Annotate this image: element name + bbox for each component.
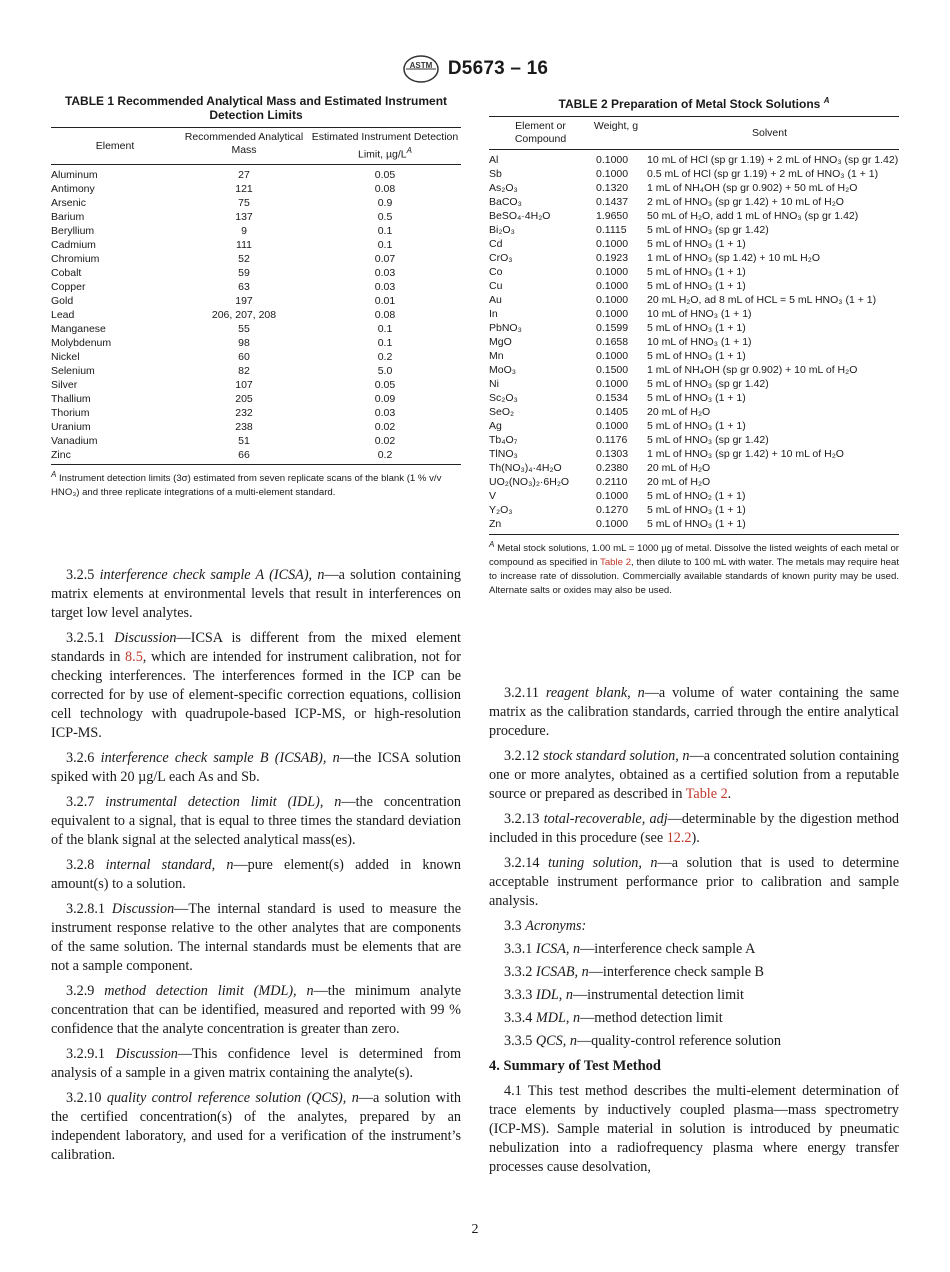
table-cell: 0.1000 xyxy=(596,490,629,502)
table-cell: 0.1000 xyxy=(596,518,629,530)
table-cell: SeO₂ xyxy=(489,406,515,418)
table-row xyxy=(51,224,461,238)
table-row xyxy=(489,433,899,447)
table-cell: 0.03 xyxy=(374,280,396,293)
table-cell: 0.02 xyxy=(374,434,396,447)
table-cell: 27 xyxy=(238,168,250,181)
table-cell: 0.5 xyxy=(377,210,393,223)
col-header-element: Element xyxy=(95,139,135,152)
table-cell: 1 mL of HNO₃ (sp 1.42) + 10 mL H₂O xyxy=(647,252,821,264)
table-2-title: TABLE 2 Preparation of Metal Stock Solutions $^A$ xyxy=(558,96,830,111)
para-3-2-5: 3.2.5 interference check sample A (ICSA), n—a solution containing matrix elements at environmental levels that result in interferences on target low level analytes. xyxy=(51,567,461,621)
table-cell: UO₂(NO₃)₂·6H₂O xyxy=(489,476,570,488)
table-cell: PbNO₃ xyxy=(489,322,522,334)
table-cell: 0.2 xyxy=(377,350,393,363)
table-row xyxy=(489,377,899,391)
table-cell: Co xyxy=(489,266,503,278)
table-cell: 1.9650 xyxy=(596,210,629,222)
table-cell: 0.1000 xyxy=(596,168,629,180)
table-cell: 0.1000 xyxy=(596,294,629,306)
table-cell: MgO xyxy=(489,336,512,348)
table-row xyxy=(489,489,899,503)
table-row xyxy=(51,322,461,336)
table-cell: 5 mL of HNO₂ (1 + 1) xyxy=(647,490,746,502)
para-3-2-8-1: 3.2.8.1 Discussion—The internal standard is used to measure the instrument response relative to the other analytes that are components of the same solution. The internal standards must be elements that are not a sample component. xyxy=(51,901,461,974)
col-header-compound: Element or Compound xyxy=(514,120,567,145)
table-1-header xyxy=(51,128,461,164)
astm-logo-icon xyxy=(402,54,440,84)
table-cell: 0.1000 xyxy=(596,308,629,320)
table-row xyxy=(51,280,461,294)
table-row xyxy=(51,420,461,434)
table-cell: 0.02 xyxy=(374,420,396,433)
left-column xyxy=(51,566,461,1171)
para-3-2-14: 3.2.14 tuning solution, n—a solution that is used to determine acceptable instrument performance prior to calibration and sample analysis. xyxy=(489,855,899,909)
table-cell: 137 xyxy=(235,210,253,223)
table-cell: 5 mL of HNO₃ (sp gr 1.42) xyxy=(647,434,769,446)
table-cell: 51 xyxy=(238,434,250,447)
table-cell: 0.2 xyxy=(377,448,393,461)
table-1-footnote: $^A$ Instrument detection limits (3σ) estimated from seven replicate scans of the blank (1 % v/v HNO₃) and three replicate integrations of a multi-element standard. xyxy=(51,469,442,498)
table-cell: 121 xyxy=(235,182,253,195)
table-cell: Manganese xyxy=(51,322,106,335)
table-cell: 0.1000 xyxy=(596,378,629,390)
table-cell: Chromium xyxy=(51,252,100,265)
table-cell: CrO₃ xyxy=(489,252,513,264)
table-cell: 238 xyxy=(235,420,253,433)
table-cell: Molybdenum xyxy=(51,336,112,349)
table-2-ref-link[interactable]: Table 2 xyxy=(685,786,728,802)
table-cell: 5 mL of HNO₃ (1 + 1) xyxy=(647,238,746,250)
table-cell: 5 mL of HNO₃ (sp gr 1.42) xyxy=(647,378,769,390)
table-cell: 0.2380 xyxy=(596,462,629,474)
col-header-solvent: Solvent xyxy=(751,126,788,139)
table-row xyxy=(51,252,461,266)
acronym-list xyxy=(489,940,899,1051)
table-cell: 98 xyxy=(238,336,250,349)
table-row xyxy=(51,238,461,252)
table-row xyxy=(489,195,899,209)
table-cell: 5.0 xyxy=(377,364,393,377)
table-cell: Ni xyxy=(489,378,499,390)
acronym-item: 3.3.1 ICSA, n—interference check sample A xyxy=(504,941,756,957)
para-3-2-7: 3.2.7 instrumental detection limit (IDL), n—the concentration equivalent to a signal, that is equal to three times the standard deviation of the blank signal at the selected analytical mass(es). xyxy=(51,794,461,848)
table-cell: 0.1000 xyxy=(596,350,629,362)
table-cell: Silver xyxy=(51,378,78,391)
table-cell: Cadmium xyxy=(51,238,96,251)
table-cell: 0.1437 xyxy=(596,196,629,208)
table-cell: Zinc xyxy=(51,448,71,461)
table-row xyxy=(489,335,899,349)
table-row xyxy=(489,279,899,293)
table-cell: 0.1658 xyxy=(596,336,629,348)
table-cell: 5 mL of HNO₃ (1 + 1) xyxy=(647,322,746,334)
table-row xyxy=(51,168,461,182)
page-number: 2 xyxy=(471,1222,479,1237)
table-cell: 0.03 xyxy=(374,406,396,419)
table-row xyxy=(489,391,899,405)
table-1-body xyxy=(51,165,461,464)
table-cell: 0.03 xyxy=(374,266,396,279)
table-cell: Antimony xyxy=(51,182,95,195)
table-cell: 0.01 xyxy=(374,294,396,307)
table-cell: Cu xyxy=(489,280,503,292)
table-cell: Thallium xyxy=(51,392,91,405)
table-cell: 107 xyxy=(235,378,253,391)
para-3-2-5-1: 3.2.5.1 Discussion—ICSA is different from the mixed element standards in 8.5, which are intended for instrument calibration, not for checking interferences. The interferences formed in the ICP can be corrected for by use of element-specific correction equations, collision cell technology with quadrupole-based ICP-MS, or high-resolution ICP-MS. xyxy=(51,630,461,741)
table-row xyxy=(489,349,899,363)
table-row xyxy=(51,196,461,210)
table-row xyxy=(489,293,899,307)
table-cell: 5 mL of HNO₃ (1 + 1) xyxy=(647,280,746,292)
table-row xyxy=(489,167,899,181)
col-header-weight: Weight, g xyxy=(593,120,639,132)
table-2-header xyxy=(489,117,899,149)
table-row xyxy=(489,419,899,433)
table-2-footnote: $^A$ Metal stock solutions, 1.00 mL = 1000 µg of metal. Dissolve the listed weights of each metal or compound as specified in Table 2, then dilute to 100 mL with water. The metals may require heat to increase rate of dissolution. Commercially available standards of known purity may be used. Alternate salts or oxides may also be used. xyxy=(489,540,900,597)
table-cell: 20 mL of H₂O xyxy=(647,462,711,474)
table-cell: Zn xyxy=(489,518,502,530)
table-cell: 0.05 xyxy=(374,168,396,181)
table-cell: 10 mL of HCl (sp gr 1.19) + 2 mL of HNO₃ (sp gr 1.42) xyxy=(647,154,899,166)
table-cell: 0.5 mL of HCl (sp gr 1.19) + 2 mL of HNO₃ (1 + 1) xyxy=(647,168,879,180)
table-cell: Th(NO₃)₄·4H₂O xyxy=(489,462,562,474)
table-row xyxy=(51,350,461,364)
table-row xyxy=(489,237,899,251)
table-row xyxy=(51,378,461,392)
table-cell: 0.1320 xyxy=(596,182,629,194)
table-cell: 0.1270 xyxy=(596,504,629,516)
para-3-2-10: 3.2.10 quality control reference solution (QCS), n—a solution with the certified concentration(s) of the analytes, prepared by an independent laboratory, and used for a verification of the instrument’s calibration. xyxy=(51,1090,462,1163)
table-cell: 10 mL of HNO₃ (1 + 1) xyxy=(647,308,752,320)
col-header-mass: Recommended Analytical Mass xyxy=(184,131,304,156)
table-cell: 206, 207, 208 xyxy=(211,308,277,321)
para-4-1: 4.1 This test method describes the multi-element determination of trace elements by inductively coupled plasma—mass spectrometry (ICP-MS). Sample material in solution is introduced by pneumatic nebulization into a radiofrequency plasma where energy transfer processes cause desolvation, xyxy=(489,1083,900,1175)
para-3-2-8: 3.2.8 internal standard, n—pure element(s) added in known amount(s) to a solution. xyxy=(51,857,461,892)
table-cell: 0.1500 xyxy=(596,364,629,376)
table-cell: 59 xyxy=(238,266,250,279)
table-cell: 60 xyxy=(238,350,250,363)
table-cell: Sc₂O₃ xyxy=(489,392,518,404)
table-cell: Thorium xyxy=(51,406,90,419)
table-cell: 0.1000 xyxy=(596,420,629,432)
table-row xyxy=(51,336,461,350)
table-row xyxy=(489,405,899,419)
table-cell: Aluminum xyxy=(51,168,98,181)
table-cell: 10 mL of HNO₃ (1 + 1) xyxy=(647,336,752,348)
table-cell: 1 mL of NH₄OH (sp gr 0.902) + 50 mL of H₂O xyxy=(647,182,858,194)
col-header-idl: Estimated Instrument Detection Limit, $\mu g/L^A$ xyxy=(311,131,459,161)
table-cell: 50 mL of H₂O, add 1 mL of HNO₃ (sp gr 1.42) xyxy=(647,210,859,222)
table-cell: 0.1405 xyxy=(596,406,629,418)
table-cell: 0.2110 xyxy=(596,476,628,488)
table-cell: Beryllium xyxy=(51,224,95,237)
table-cell: 9 xyxy=(241,224,247,237)
table-cell: Lead xyxy=(51,308,75,321)
table-row xyxy=(489,363,899,377)
table-cell: 5 mL of HNO₃ (1 + 1) xyxy=(647,392,746,404)
table-cell: Arsenic xyxy=(51,196,87,209)
table-cell: In xyxy=(489,308,498,320)
table-cell: 0.9 xyxy=(377,196,393,209)
table-cell: 55 xyxy=(238,322,250,335)
table-cell: 63 xyxy=(238,280,250,293)
table-2 xyxy=(489,94,899,598)
table-row xyxy=(489,321,899,335)
table-cell: Mn xyxy=(489,350,504,362)
table-cell: Copper xyxy=(51,280,86,293)
table-row xyxy=(489,517,899,531)
table-cell: Gold xyxy=(51,294,74,307)
table-cell: 1 mL of HNO₃ (sp gr 1.42) + 10 mL of H₂O xyxy=(647,448,844,460)
table-cell: 5 mL of HNO₃ (1 + 1) xyxy=(647,518,746,530)
table-row xyxy=(489,503,899,517)
table-cell: 0.1 xyxy=(377,336,393,349)
table-cell: 0.1000 xyxy=(596,266,629,278)
table-row xyxy=(489,251,899,265)
table-cell: 111 xyxy=(236,238,252,251)
table-row xyxy=(51,364,461,378)
table-cell: Cobalt xyxy=(51,266,82,279)
table-cell: Tb₄O₇ xyxy=(489,434,518,446)
acronym-item: 3.3.2 ICSAB, n—interference check sample B xyxy=(504,964,765,980)
table-1 xyxy=(51,94,461,500)
table-row xyxy=(489,265,899,279)
table-cell: 0.05 xyxy=(374,378,396,391)
table-cell: 82 xyxy=(238,364,250,377)
table-cell: 0.1923 xyxy=(596,252,629,264)
table-cell: 20 mL of H₂O xyxy=(647,406,711,418)
table-row xyxy=(51,210,461,224)
acronym-item: 3.3.3 IDL, n—instrumental detection limit xyxy=(504,987,744,1003)
table-cell: 5 mL of HNO₃ (1 + 1) xyxy=(647,266,746,278)
section-4-heading: 4. Summary of Test Method xyxy=(489,1058,661,1074)
table-row xyxy=(51,294,461,308)
table-1-title: TABLE 1 Recommended Analytical Mass and Estimated Instrument Detection Limits xyxy=(64,94,448,122)
table-cell: 0.08 xyxy=(374,182,396,195)
table-row xyxy=(51,392,461,406)
table-cell: 0.1000 xyxy=(596,238,629,250)
table-cell: 197 xyxy=(235,294,253,307)
para-3-2-9-1: 3.2.9.1 Discussion—This confidence level is determined from analysis of a sample in a given matrix containing the analyte(s). xyxy=(51,1046,461,1081)
table-cell: Nickel xyxy=(51,350,80,363)
table-cell: Au xyxy=(489,294,502,306)
para-3-2-13: 3.2.13 total-recoverable, adj—determinable by the digestion method included in this procedure (see 12.2). xyxy=(489,811,900,846)
table-cell: 5 mL of HNO₃ (1 + 1) xyxy=(647,350,746,362)
table-cell: 52 xyxy=(238,252,250,265)
table-cell: Uranium xyxy=(51,420,91,433)
table-cell: 205 xyxy=(235,392,253,405)
table-cell: 0.1000 xyxy=(596,280,629,292)
table-row xyxy=(489,307,899,321)
table-row xyxy=(51,182,461,196)
acronym-item: 3.3.4 MDL, n—method detection limit xyxy=(504,1010,723,1026)
table-cell: 0.07 xyxy=(374,252,396,265)
table-cell: 5 mL of HNO₃ (1 + 1) xyxy=(647,504,746,516)
table-cell: 0.1 xyxy=(377,238,393,251)
table-cell: Al xyxy=(489,154,499,166)
table-cell: V xyxy=(489,490,497,502)
table-cell: Selenium xyxy=(51,364,95,377)
para-3-2-11: 3.2.11 reagent blank, n—a volume of water containing the same matrix as the calibration standards, carried through the entire analytical procedure. xyxy=(489,685,899,739)
para-3-2-6: 3.2.6 interference check sample B (ICSAB), n—the ICSA solution spiked with 20 µg/L each As and Sb. xyxy=(51,750,461,785)
table-cell: 232 xyxy=(235,406,253,419)
table-row xyxy=(51,308,461,322)
table-row xyxy=(489,447,899,461)
table-cell: 5 mL of HNO₃ (1 + 1) xyxy=(647,420,746,432)
section-12-2-link[interactable]: 12.2 xyxy=(666,830,692,846)
table-row xyxy=(51,448,461,462)
table-cell: Y₂O₃ xyxy=(489,504,513,516)
table-cell: As₂O₃ xyxy=(489,182,518,194)
table-cell: 0.1303 xyxy=(596,448,629,460)
section-8-5-link[interactable]: 8.5 xyxy=(125,649,143,665)
table-cell: Sb xyxy=(489,168,502,180)
table-cell: 0.1 xyxy=(377,224,393,237)
table-cell: 0.1000 xyxy=(596,154,629,166)
table-cell: TlNO₃ xyxy=(489,448,518,460)
table-cell: 0.1115 xyxy=(596,224,627,236)
table-row xyxy=(51,434,461,448)
table-cell: BeSO₄·4H₂O xyxy=(489,210,551,222)
para-3-3: 3.3 Acronyms: xyxy=(504,918,587,934)
table-cell: 20 mL of H₂O xyxy=(647,476,711,488)
para-3-2-9: 3.2.9 method detection limit (MDL), n—the minimum analyte concentration that can be identified, measured and reported with 99 % confidence that the analyte concentration is greater than zero. xyxy=(51,983,461,1037)
table-row xyxy=(51,406,461,420)
table-2-link[interactable]: Table 2 xyxy=(600,557,632,569)
acronym-item: 3.3.5 QCS, n—quality-control reference solution xyxy=(504,1033,781,1049)
table-row xyxy=(489,209,899,223)
table-row xyxy=(51,266,461,280)
table-cell: 2 mL of HNO₃ (sp gr 1.42) + 10 mL of H₂O xyxy=(647,196,844,208)
right-column xyxy=(489,684,899,1183)
table-cell: 1 mL of NH₄OH (sp gr 0.902) + 10 mL of H₂O xyxy=(647,364,858,376)
table-cell: Vanadium xyxy=(51,434,98,447)
table-row xyxy=(489,181,899,195)
table-cell: 20 mL H₂O, ad 8 mL of HCL = 5 mL HNO₃ (1 + 1) xyxy=(647,294,877,306)
table-cell: 66 xyxy=(238,448,250,461)
table-row xyxy=(489,153,899,167)
table-cell: 0.1534 xyxy=(596,392,629,404)
table-cell: 0.1 xyxy=(377,322,393,335)
table-cell: Ag xyxy=(489,420,502,432)
table-cell: BaCO₃ xyxy=(489,196,522,208)
table-cell: 0.1176 xyxy=(596,434,628,446)
table-cell: Cd xyxy=(489,238,503,250)
table-cell: MoO₃ xyxy=(489,364,517,376)
table-2-body xyxy=(489,150,899,534)
para-3-2-12: 3.2.12 stock standard solution, n—a concentrated solution containing one or more analytes, obtained as a certified solution from a reputable source or prepared as described in Table 2. xyxy=(489,748,899,802)
table-cell: 5 mL of HNO₃ (sp gr 1.42) xyxy=(647,224,769,236)
table-cell: 0.09 xyxy=(374,392,396,405)
table-cell: Bi₂O₃ xyxy=(489,224,515,236)
table-row xyxy=(489,223,899,237)
table-row xyxy=(489,461,899,475)
table-row xyxy=(489,475,899,489)
table-cell: 0.1599 xyxy=(596,322,629,334)
svg-text:ASTM: ASTM xyxy=(409,61,433,70)
table-cell: 75 xyxy=(238,196,250,209)
standard-designation: D5673 – 16 xyxy=(447,58,549,79)
page-header xyxy=(0,54,950,84)
table-cell: Barium xyxy=(51,210,85,223)
table-cell: 0.08 xyxy=(374,308,396,321)
